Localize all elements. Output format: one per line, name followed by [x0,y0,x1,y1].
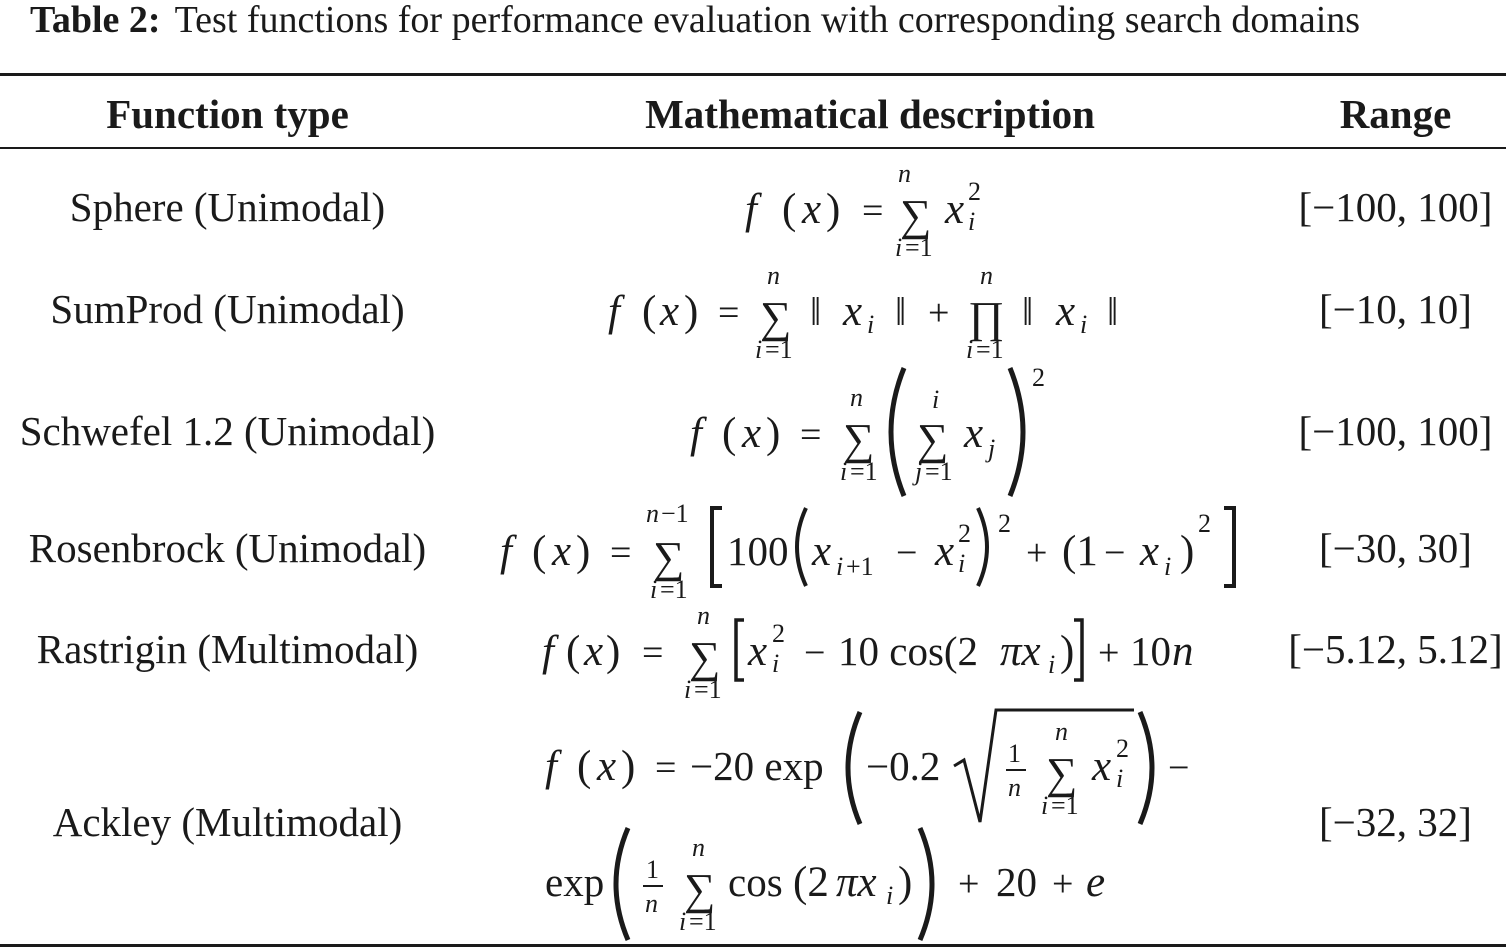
svg-text:(: ( [566,628,581,675]
svg-text:x: x [552,528,572,575]
svg-text:=: = [655,747,677,789]
svg-text:−: − [896,532,918,574]
svg-text:n: n [645,889,658,918]
svg-text:x: x [935,528,955,575]
svg-text:=: = [800,414,822,456]
svg-text:n: n [1172,628,1194,675]
svg-text:n: n [1008,773,1021,802]
svg-text:i: i [1080,310,1088,339]
svg-text:n: n [1055,717,1068,746]
svg-text:‖: ‖ [895,289,907,334]
svg-text:i: i [958,549,966,578]
svg-text:−1: −1 [661,499,689,528]
svg-text:=: = [862,190,884,232]
svg-text:(: ( [722,410,737,457]
svg-text:): ) [576,528,591,575]
svg-text:1: 1 [646,855,659,884]
svg-text:(2: (2 [793,859,829,906]
svg-text:+: + [928,292,950,334]
row-sumprod-type: SumProd (Unimodal) [50,286,405,332]
svg-text:‖: ‖ [1022,289,1034,334]
row-sphere-type: Sphere (Unimodal) [69,184,386,230]
svg-text:=1: =1 [976,335,1004,364]
svg-text:i: i [1041,791,1049,820]
svg-text:+1: +1 [846,552,874,581]
svg-text:f: f [745,186,757,233]
svg-text:∑: ∑ [653,533,685,582]
row-schwefel-range: [−100, 100] [1298,408,1493,454]
header-function-type: Function type [106,91,349,137]
svg-text:x: x [597,743,617,790]
svg-text:): ) [1060,628,1075,675]
svg-text:∑: ∑ [900,191,932,240]
svg-text:): ) [826,186,841,233]
svg-text:i: i [966,335,974,364]
svg-text:∑: ∑ [689,633,721,682]
svg-text:x: x [742,410,762,457]
svg-text:2: 2 [968,177,981,206]
svg-text:(: ( [782,186,797,233]
svg-text:n: n [898,159,911,188]
svg-text:x: x [964,410,984,457]
row-rastrigin-range: [−5.12, 5.12] [1288,626,1503,672]
svg-text:j: j [988,434,996,463]
row-ackley-formula [545,710,1189,940]
svg-text:): ) [621,743,636,790]
svg-text:=1: =1 [694,675,722,704]
svg-text:i: i [1116,764,1124,793]
svg-text:(: ( [532,528,547,575]
svg-text:i: i [1164,552,1172,581]
svg-text:=1: =1 [689,907,717,936]
row-rosenbrock-formula [500,499,1234,604]
svg-text:cos: cos [728,859,783,905]
svg-text:i: i [867,310,875,339]
svg-text:n: n [767,261,780,290]
svg-text:e: e [1086,859,1106,906]
svg-text:∑: ∑ [684,865,716,914]
svg-text:−: − [1104,532,1126,574]
svg-text:+: + [1026,532,1048,574]
svg-text:i: i [840,457,848,486]
svg-text:x: x [1056,288,1076,335]
svg-text:1: 1 [1008,739,1021,768]
svg-text:πx: πx [1000,628,1041,675]
svg-text:−: − [804,632,826,674]
svg-text:x: x [1140,528,1160,575]
svg-text:=: = [610,532,632,574]
svg-text:f: f [542,628,554,675]
svg-text:∏: ∏ [968,293,1005,342]
svg-text:i: i [932,385,940,414]
svg-text:=1: =1 [925,457,953,486]
row-ackley-type: Ackley (Multimodal) [52,799,403,845]
svg-text:(: ( [642,288,657,335]
svg-text:): ) [1180,528,1195,575]
svg-text:): ) [766,410,781,457]
svg-text:n: n [697,601,710,630]
svg-text:): ) [898,859,913,906]
svg-text:f: f [500,528,512,575]
svg-text:2: 2 [1032,363,1045,392]
svg-text:=1: =1 [850,457,878,486]
svg-text:j: j [915,457,923,486]
svg-text:=: = [718,292,740,334]
svg-text:i: i [968,207,976,236]
svg-text:i: i [684,675,692,704]
svg-text:20: 20 [996,859,1037,905]
svg-text:=1: =1 [905,233,933,262]
svg-text:+: + [958,863,980,905]
svg-text:2: 2 [1116,734,1129,763]
row-ackley-range: [−32, 32] [1319,799,1472,845]
svg-text:exp: exp [545,859,605,905]
svg-text:i: i [772,649,780,678]
svg-text:2: 2 [772,619,785,648]
row-sumprod-range: [−10, 10] [1319,286,1472,332]
svg-text:2: 2 [958,519,971,548]
row-sphere-range: [−100, 100] [1298,184,1493,230]
svg-text:=1: =1 [660,575,688,604]
svg-text:x: x [1092,743,1112,790]
svg-text:x: x [748,628,768,675]
svg-text:100: 100 [727,528,789,574]
row-sumprod-formula [608,261,1118,364]
svg-text:n: n [850,383,863,412]
row-rosenbrock-type: Rosenbrock (Unimodal) [28,525,427,571]
svg-text:‖: ‖ [810,289,822,334]
svg-text:=: = [642,632,664,674]
svg-text:‖: ‖ [1107,289,1119,334]
svg-text:πx: πx [836,859,877,906]
svg-text:f: f [545,743,557,790]
svg-text:=1: =1 [1051,791,1079,820]
svg-text:10 cos(2: 10 cos(2 [838,628,979,674]
svg-text:−: − [1168,747,1190,789]
svg-text:+: + [1098,632,1120,674]
svg-text:(1: (1 [1062,528,1098,575]
svg-text:−0.2: −0.2 [866,743,941,789]
row-schwefel-formula [690,363,1045,496]
svg-text:∑: ∑ [843,415,875,464]
row-sphere-formula [745,159,981,262]
svg-text:n: n [692,833,705,862]
svg-text:f: f [608,288,620,335]
svg-text:x: x [584,628,604,675]
svg-text:∑: ∑ [760,293,792,342]
svg-text:f: f [690,410,702,457]
svg-text:x: x [802,186,822,233]
svg-text:): ) [606,628,621,675]
svg-text:−20 exp: −20 exp [690,743,824,789]
svg-text:i: i [755,335,763,364]
caption-text: Test functions for performance evaluation with corresponding search domains [174,0,1361,41]
svg-text:i: i [650,575,658,604]
svg-text:=1: =1 [765,335,793,364]
header-range: Range [1339,91,1452,137]
svg-text:i: i [886,881,894,910]
svg-text:x: x [843,288,863,335]
bottom-rule [0,944,1506,947]
svg-text:∑: ∑ [1046,749,1078,798]
row-rastrigin-type: Rastrigin (Multimodal) [36,626,419,672]
header-math-description: Mathematical description [645,91,1095,137]
row-rastrigin-formula [542,601,1194,704]
svg-text:x: x [945,186,965,233]
svg-text:i: i [836,552,844,581]
svg-text:n: n [646,499,659,528]
svg-text:x: x [660,288,680,335]
svg-text:i: i [1048,650,1056,679]
svg-text:n: n [980,261,993,290]
svg-text:10: 10 [1130,628,1171,674]
svg-text:∑: ∑ [917,415,949,464]
svg-text:): ) [684,288,699,335]
svg-text:i: i [895,233,903,262]
svg-text:x: x [812,528,832,575]
svg-text:+: + [1052,863,1074,905]
svg-text:(: ( [577,743,592,790]
svg-text:2: 2 [998,509,1011,538]
row-rosenbrock-range: [−30, 30] [1319,525,1472,571]
row-schwefel-type: Schwefel 1.2 (Unimodal) [19,408,436,454]
svg-text:2: 2 [1198,509,1211,538]
table-label: Table 2: [30,0,161,41]
svg-text:i: i [679,907,687,936]
